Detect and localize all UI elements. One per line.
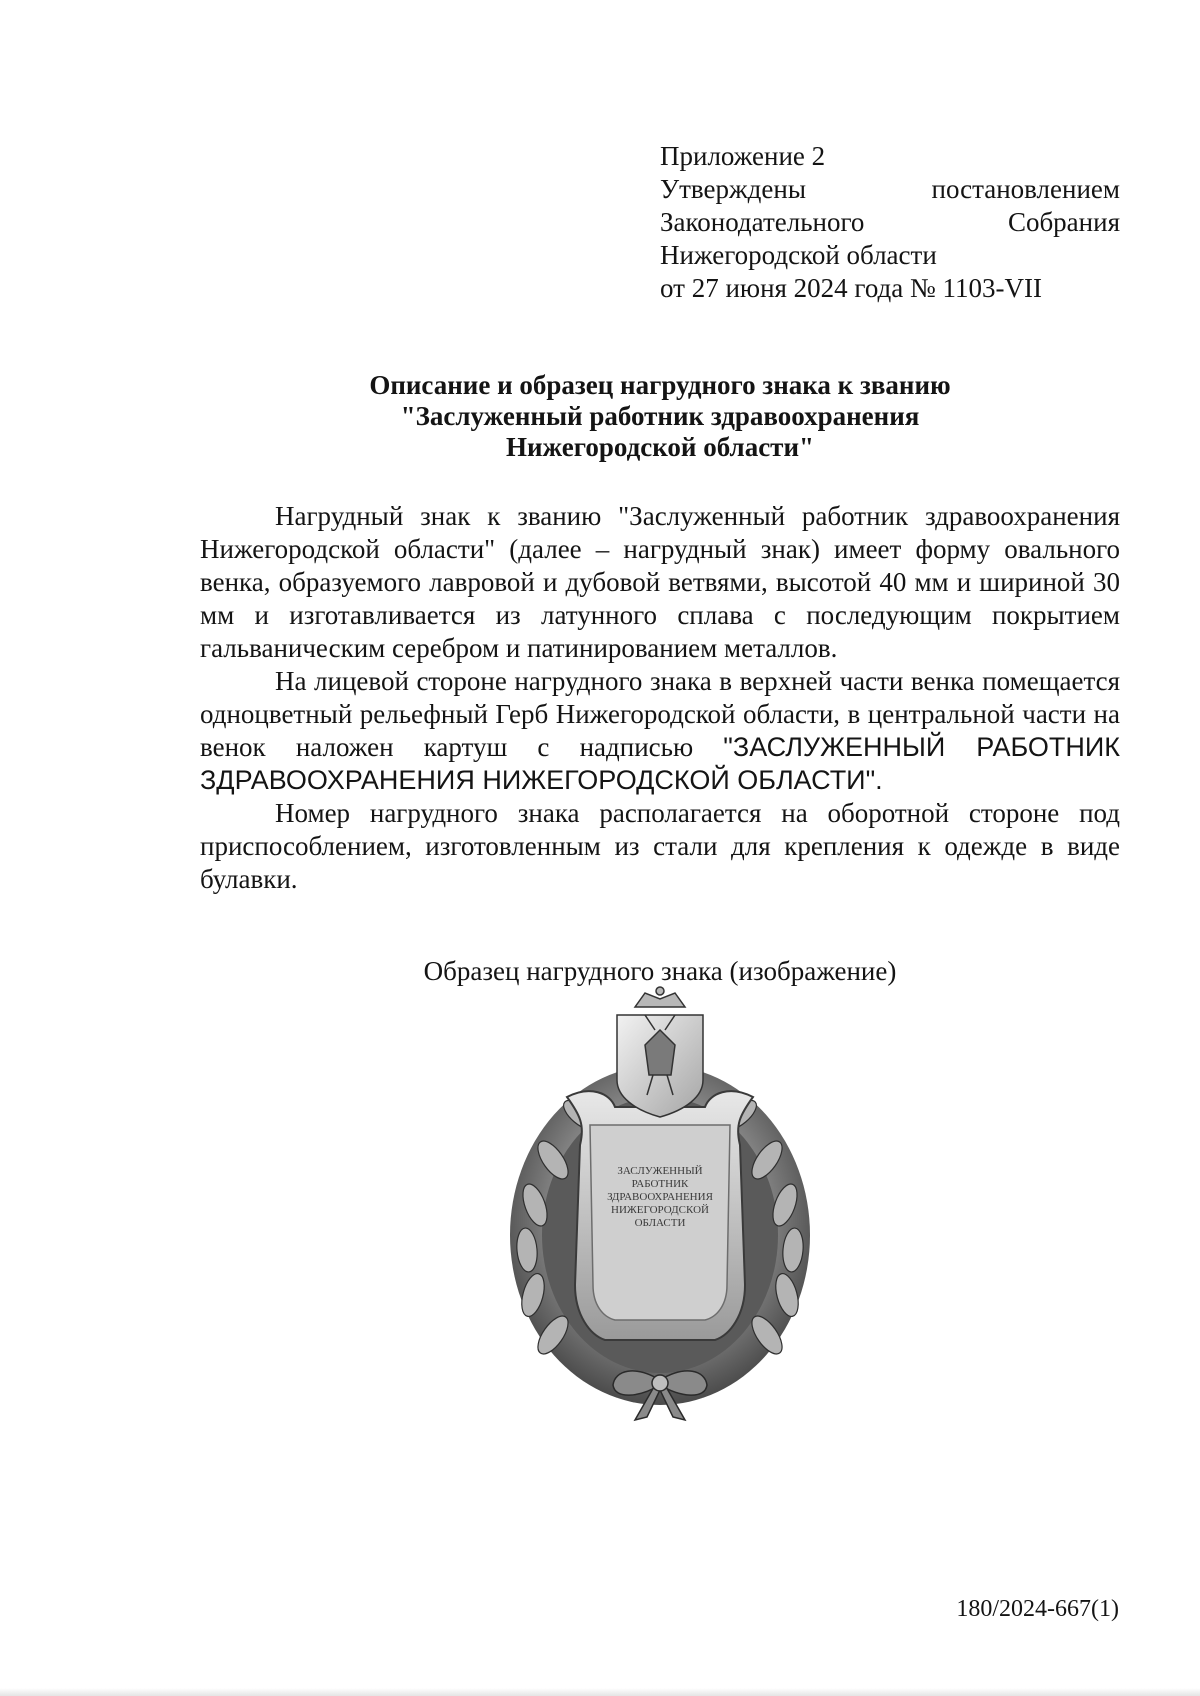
appendix-number: Приложение 2 bbox=[660, 141, 826, 171]
sample-caption: Образец нагрудного знака (изображение) bbox=[423, 956, 897, 986]
inscription-line-2: РАБОТНИК bbox=[631, 1178, 689, 1190]
coat-of-arms bbox=[617, 987, 703, 1117]
inscription-line-3: ЗДРАВООХРАНЕНИЯ bbox=[607, 1191, 713, 1203]
title-line-1: Описание и образец нагрудного знака к званию bbox=[369, 370, 951, 400]
badge-inscription-quote: "ЗАСЛУЖЕННЫЙ РАБОТНИК ЗДРАВООХРАНЕНИЯ НИЖЕГОРОДСКОЙ ОБЛАСТИ". bbox=[200, 732, 1120, 795]
resolution-date: от 27 июня 2024 года № 1103-VII bbox=[660, 273, 1043, 303]
legislative-word: Законодательного bbox=[660, 207, 865, 237]
title-line-2: "Заслуженный работник здравоохранения bbox=[400, 401, 920, 431]
appendix-block bbox=[660, 140, 1120, 305]
badge-image bbox=[495, 985, 825, 1425]
document-number: 180/2024-667(1) bbox=[956, 1596, 1119, 1622]
approved-line bbox=[660, 173, 1120, 206]
assembly-word: Собрания bbox=[1007, 207, 1120, 237]
paragraph-front-side bbox=[200, 665, 1120, 797]
paragraph-front-side-text: На лицевой стороне нагрудного знака в верхней части венка помещается одноцветный рельефный Герб Нижегородской области, в центральной части на венок наложен картуш с надписью bbox=[200, 666, 1120, 762]
inscription-line-5: ОБЛАСТИ bbox=[634, 1217, 686, 1229]
assembly-line bbox=[660, 206, 1120, 239]
title-line-3: Нижегородской области" bbox=[505, 432, 814, 462]
inscription-line-4: НИЖЕГОРОДСКОЙ bbox=[611, 1204, 709, 1216]
resolution-word: постановлением bbox=[931, 174, 1120, 204]
page-edge bbox=[0, 1688, 1200, 1696]
region-line: Нижегородской области bbox=[660, 240, 937, 270]
document-title bbox=[200, 370, 1120, 463]
inscription-line-1: ЗАСЛУЖЕННЫЙ bbox=[617, 1165, 703, 1177]
document-body bbox=[200, 500, 1120, 896]
paragraph-description: Нагрудный знак к званию "Заслуженный работник здравоохранения Нижегородской области" (далее – нагрудный знак) имеет форму овального венка, образуемого лавровой и дубовой ветвями, высотой 40 мм и шириной 30 мм и изготавливается из латунного сплава с последующим покрытием гальваническим серебром и патинированием металлов. bbox=[200, 501, 1120, 663]
paragraph-reverse-side: Номер нагрудного знака располагается на оборотной стороне под приспособлением, изготовленным из стали для крепления к одежде в виде булавки. bbox=[200, 798, 1120, 894]
cartouche-inscription bbox=[495, 1165, 825, 1230]
approved-word: Утверждены bbox=[660, 174, 806, 204]
